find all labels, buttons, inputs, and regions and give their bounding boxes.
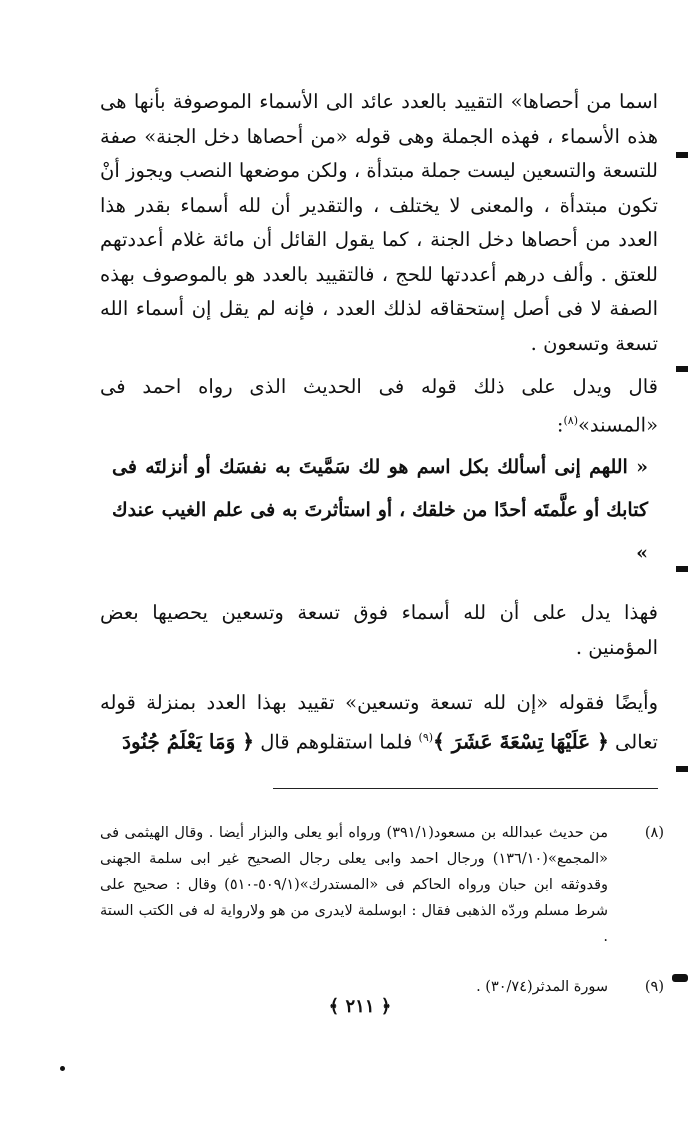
main-paragraph bbox=[100, 85, 658, 361]
paragraph-text: قال ويدل على ذلك قوله فى الحديث الذى رواه احمد فى «المسند» bbox=[100, 375, 658, 437]
hadith-quote bbox=[112, 446, 648, 575]
footnote-8 bbox=[100, 820, 664, 950]
footnote-ref-8[interactable]: (٨) bbox=[563, 414, 578, 427]
paragraph-text: اسما من أحصاها» التقييد بالعدد عائد الى الأسماء الموصوفة بأنها هى هذه الأسماء ، فهذه الجملة وهى قوله «من أحصاها دخل الجنة» صفة للتسعة والتسعين ليست جملة مبتدأة ، ولكن موضعها النصب ويجوز أنْ تكون مبتدأة ، والمعنى لا يختلف ، والتقدير أن لله أسماء بقدر هذا العدد من أحصاها دخل الجنة ، كما يقول القائل أن مائة غلام أعددتهم للعتق . وألف درهم أعددتها للحج ، فالتقييد بالعدد هو بالموصوف بهذه الصفة لا فى أصل إستحقاقه لذلك العدد ، فإنه لم يقل إن أسماء الله تسعة وتسعون . bbox=[100, 90, 658, 355]
footnote-ref-9[interactable]: (٩) bbox=[418, 730, 434, 744]
hadith-intro-paragraph bbox=[100, 370, 658, 443]
scan-mark bbox=[676, 566, 688, 572]
hadith-text: « اللهم إنى أسألك بكل اسم هو لك سَمَّيتَ به نفسَك أو أنزلتَه فى كتابك أو علَّمتَه أحدًا من خلقك ، أو استأثرتَ به فى علم الغيب عندك » bbox=[112, 456, 648, 564]
footnote-text: سورة المدثر(٣٠/٧٤) . bbox=[476, 979, 608, 995]
paragraph-text: فهذا يدل على أن لله أسماء فوق تسعة وتسعين يحصيها بعض المؤمنين . bbox=[100, 601, 658, 659]
colon: : bbox=[556, 413, 564, 437]
quran-paragraph bbox=[100, 686, 658, 760]
scan-mark bbox=[672, 974, 688, 982]
footnote-number: (٨) bbox=[644, 825, 664, 841]
scan-mark bbox=[676, 766, 688, 772]
paragraph-text: فلما استقلوهم قال bbox=[260, 730, 413, 753]
scan-mark bbox=[676, 152, 688, 158]
quran-verse: ﴿ وَمَا يَعْلَمُ جُنُودَ bbox=[122, 729, 254, 753]
paragraph-text: وأيضًا فقوله «إن لله تسعة وتسعين» تقييد بهذا العدد بمنزلة قوله تعالى bbox=[100, 691, 658, 753]
footnote-divider bbox=[273, 788, 658, 789]
footnote-text: من حديث عبدالله بن مسعود(٣٩١/١) ورواه أبو يعلى والبزار أيضا . وقال الهيثمى فى «المجمع»(١٣٦/١٠) ورجال احمد وابى يعلى رجال الصحيح غير ابى سلمة الجهنى وقدوثقه ابن حبان ورواه الحاكم فى «المستدرك»(٥٠٩/١-٥١٠) وقال : صحيح على شرط مسلم وردّه الذهبى فقال : ابوسلمة لايدرى من هو ولارواية له فى الكتب الستة . bbox=[100, 825, 609, 945]
quran-verse: ﴿ عَلَيْهَا تِسْعَةَ عَشَرَ ﴾ bbox=[433, 729, 609, 753]
footnote-number: (٩) bbox=[644, 979, 664, 995]
scan-mark bbox=[676, 366, 688, 372]
page-number: ﴿ ٢١١ ﴾ bbox=[328, 996, 392, 1017]
conclusion-paragraph bbox=[100, 596, 658, 665]
scan-dot bbox=[60, 1066, 65, 1071]
